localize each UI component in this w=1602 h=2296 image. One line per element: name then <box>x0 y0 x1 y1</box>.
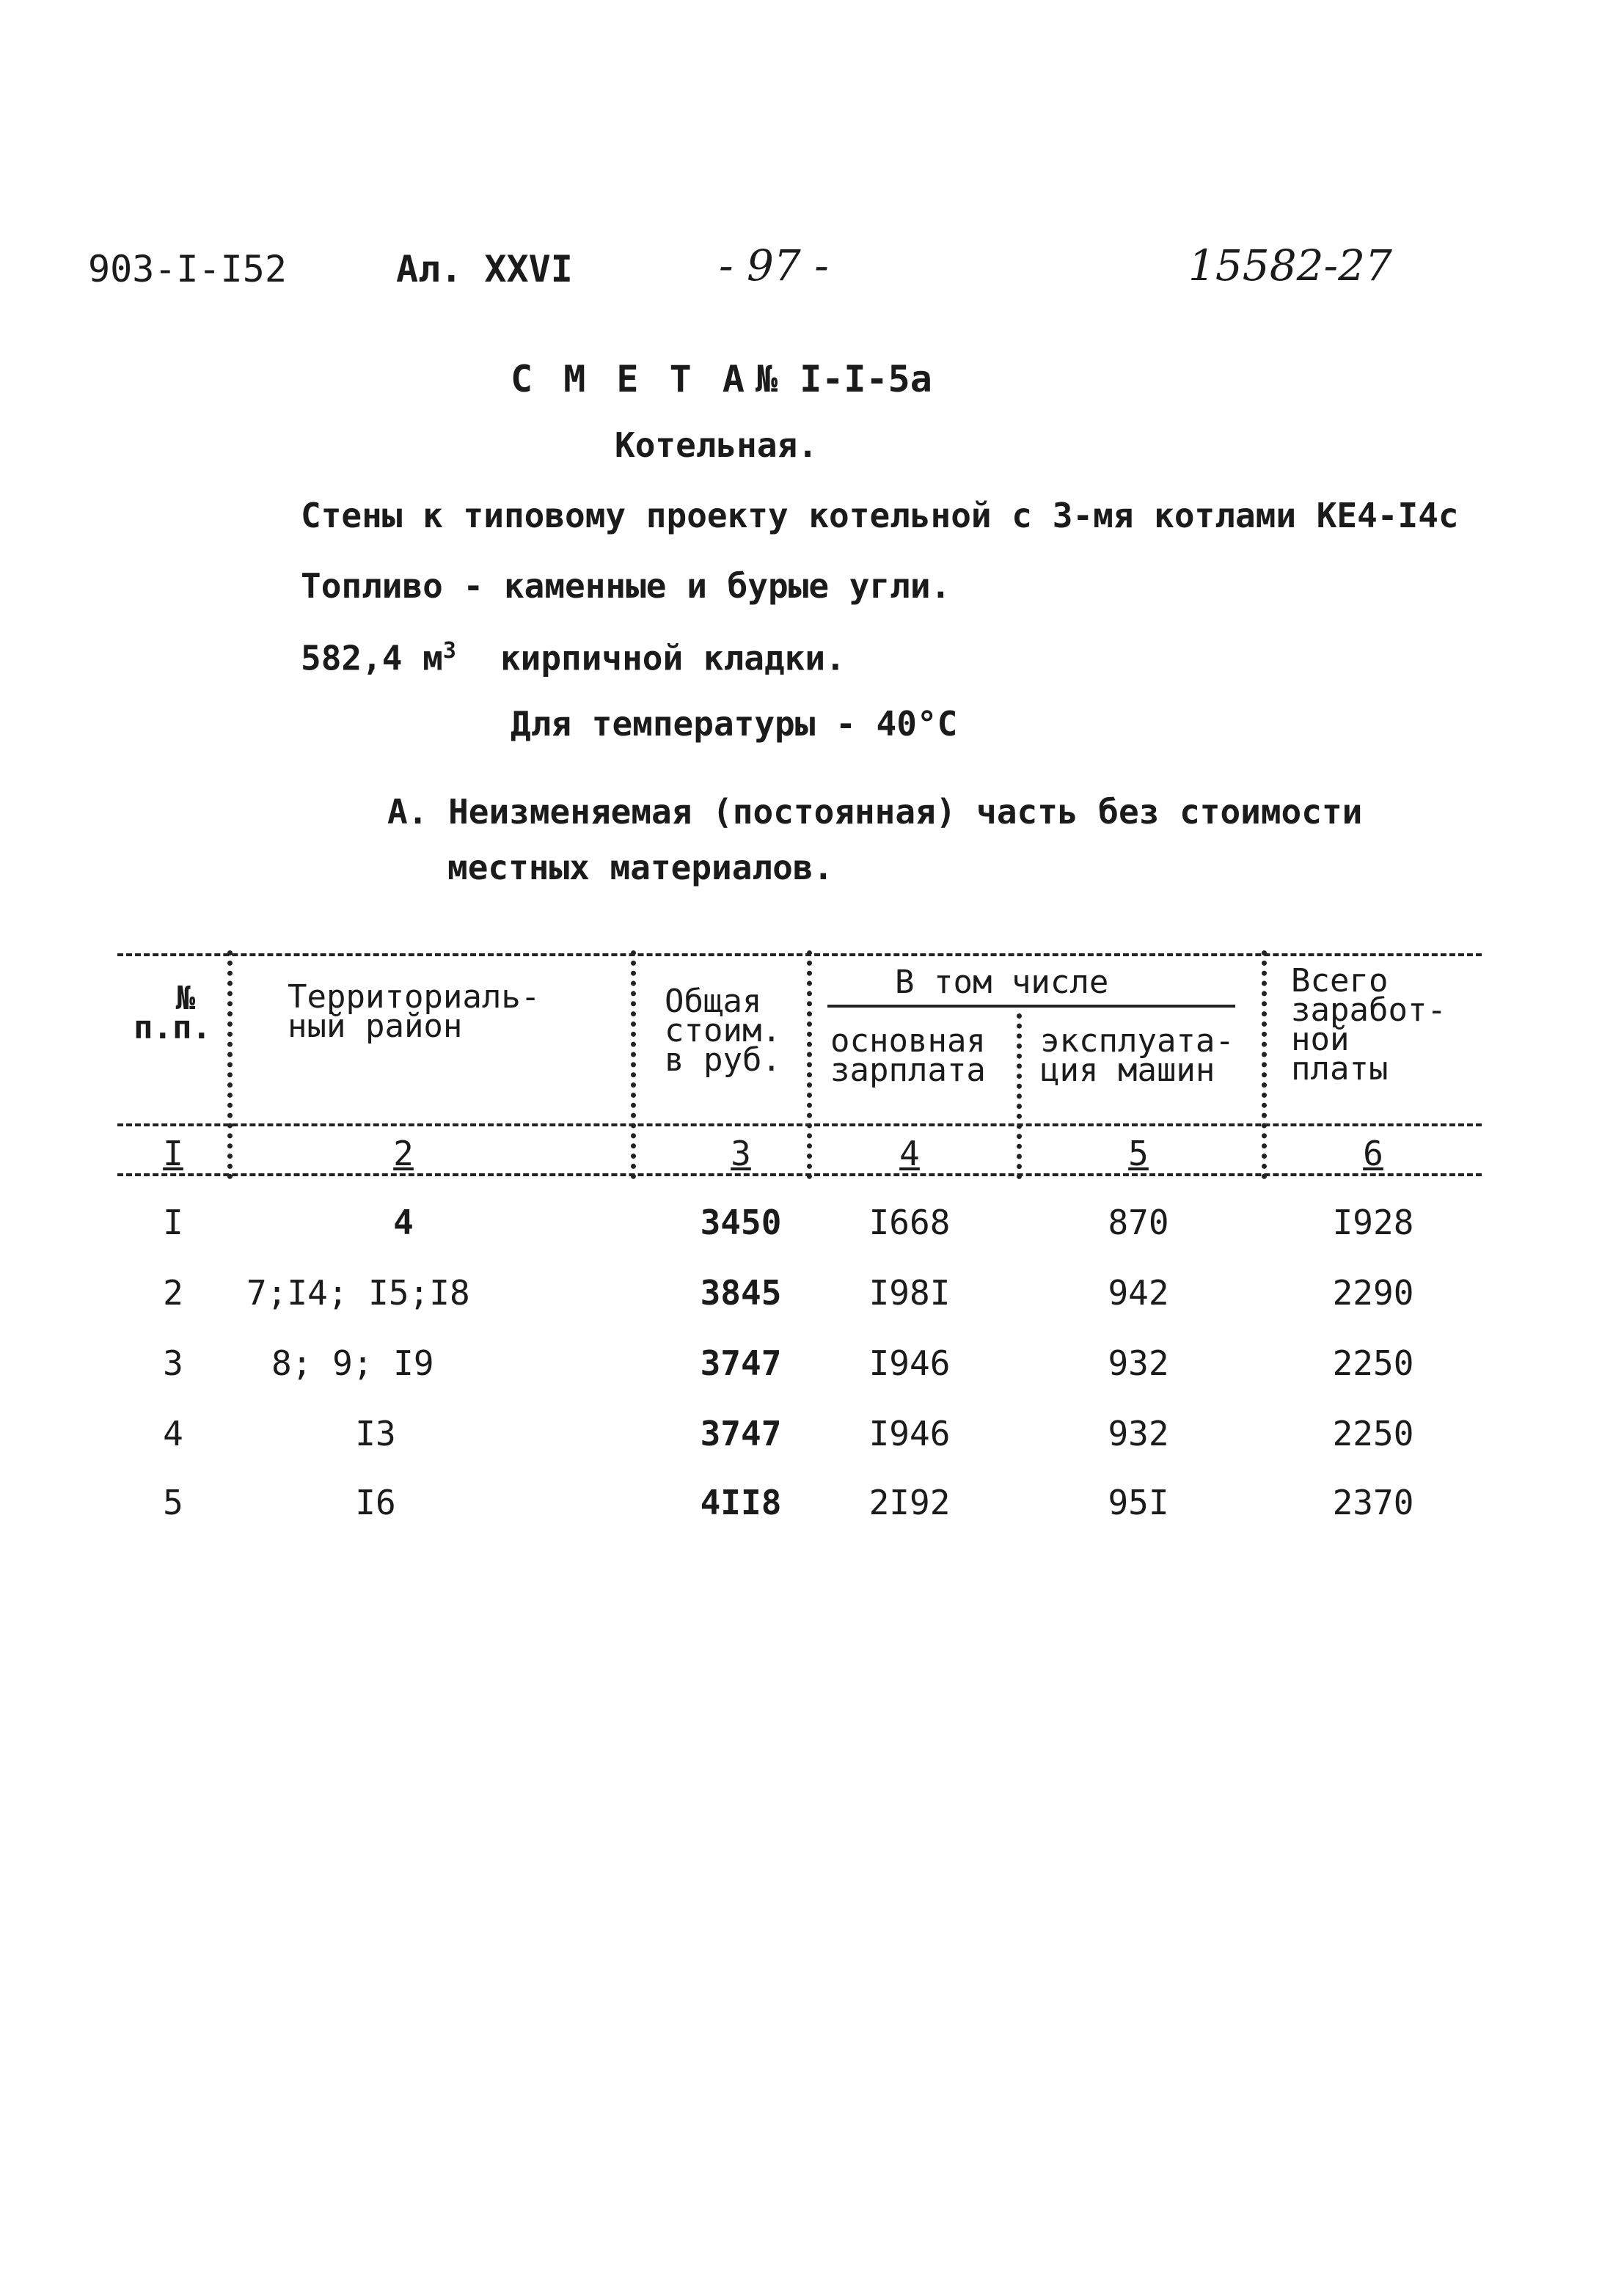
region-cell: 7;I4; I5;I8 <box>246 1273 470 1313</box>
object-name: Котельная. <box>615 425 818 465</box>
header-num-line: № <box>175 980 196 1017</box>
column-number: 4 <box>899 1134 920 1173</box>
row-number: 5 <box>163 1483 183 1522</box>
header-total-line: Общая <box>665 983 762 1020</box>
base-wage-cell: I946 <box>868 1414 951 1453</box>
group-underline <box>827 1005 1235 1008</box>
header-all-wage-line: заработ- <box>1291 991 1446 1029</box>
row-number: 2 <box>163 1273 183 1313</box>
header-region <box>288 978 541 1045</box>
header-wage-line: зарплата <box>830 1052 986 1089</box>
machine-cost-cell: 932 <box>1108 1343 1169 1383</box>
column-divider <box>1262 950 1267 1179</box>
column-number: 3 <box>731 1134 751 1173</box>
total-wage-cell: 2290 <box>1332 1273 1414 1313</box>
table-top-rule <box>117 953 1482 956</box>
column-number: 6 <box>1363 1134 1383 1173</box>
header-all-wage-line: платы <box>1291 1050 1389 1088</box>
column-divider <box>1017 1013 1022 1179</box>
header-all-wage-line: Всего <box>1291 962 1389 1000</box>
machine-cost-cell: 870 <box>1108 1203 1169 1242</box>
base-wage-cell: I668 <box>868 1203 951 1242</box>
region-cell: I3 <box>355 1414 396 1453</box>
section-heading-cont: местных материалов. <box>447 848 834 887</box>
base-wage-cell: I946 <box>868 1343 951 1383</box>
total-wage-cell: 2370 <box>1332 1483 1414 1522</box>
table-header-rule <box>117 1123 1482 1126</box>
header-all-wage-line: ной <box>1291 1021 1350 1058</box>
header-base-wage <box>830 1022 986 1089</box>
estimate-number: № I-I-5a <box>756 358 932 400</box>
header-num <box>134 980 211 1046</box>
base-wage-cell: I98I <box>868 1273 951 1313</box>
total-wage-cell: 2250 <box>1332 1414 1414 1453</box>
volume-value: 582,4 м <box>301 638 443 678</box>
table-colnum-rule <box>117 1173 1482 1176</box>
total-wage-cell: 2250 <box>1332 1343 1414 1383</box>
total-cost-cell: 3845 <box>700 1273 782 1313</box>
volume-text: кирпичной кладки. <box>500 638 846 678</box>
total-cost-cell: 4II8 <box>700 1483 782 1522</box>
estimate-description: Стены к типовому проекту котельной с 3-мя котлами КЕ4-I4с <box>301 496 1459 535</box>
album-number: Ал. XXVI <box>396 248 573 290</box>
header-total-wage <box>1291 962 1446 1088</box>
temperature-note: Для температуры - 40°С <box>511 704 958 744</box>
total-cost-cell: 3747 <box>700 1414 782 1453</box>
region-cell: 4 <box>393 1203 414 1242</box>
header-machines-line: ция машин <box>1040 1052 1215 1089</box>
column-number: 2 <box>393 1134 414 1173</box>
archive-number: 15582-27 <box>1188 241 1392 290</box>
column-number: I <box>163 1134 183 1173</box>
fuel-type: Топливо - каменные и бурые угли. <box>301 566 951 606</box>
total-wage-cell: I928 <box>1332 1203 1414 1242</box>
header-region-line: Территориаль- <box>288 978 541 1016</box>
header-num-line: п.п. <box>134 1009 211 1046</box>
row-number: I <box>163 1203 183 1242</box>
document-code: 903-I-I52 <box>88 248 287 290</box>
header-total-cost <box>665 983 781 1079</box>
machine-cost-cell: 932 <box>1108 1414 1169 1453</box>
row-number: 3 <box>163 1343 183 1383</box>
header-wage-line: основная <box>830 1022 986 1060</box>
row-number: 4 <box>163 1414 183 1453</box>
header-including-group: В том числе <box>895 964 1109 1001</box>
page-number: - 97 - <box>719 241 829 290</box>
machine-cost-cell: 942 <box>1108 1273 1169 1313</box>
header-total-line: стоим. <box>665 1012 781 1049</box>
header-region-line: ный район <box>288 1008 463 1045</box>
volume-unit-sup: 3 <box>442 638 456 664</box>
region-cell: 8; 9; I9 <box>271 1343 434 1383</box>
header-machines-line: эксплуата- <box>1040 1022 1235 1060</box>
estimate-title: С М Е Т А <box>511 358 749 400</box>
column-number: 5 <box>1128 1134 1149 1173</box>
column-divider <box>631 950 636 1179</box>
masonry-volume <box>301 638 846 678</box>
header-total-line: в руб. <box>665 1041 781 1079</box>
region-cell: I6 <box>355 1483 396 1522</box>
header-machine-operation <box>1040 1022 1235 1089</box>
base-wage-cell: 2I92 <box>868 1483 951 1522</box>
section-heading: А. Неизменяемая (постоянная) часть без стоимости <box>387 792 1363 832</box>
machine-cost-cell: 95I <box>1108 1483 1169 1522</box>
total-cost-cell: 3747 <box>700 1343 782 1383</box>
total-cost-cell: 3450 <box>700 1203 782 1242</box>
